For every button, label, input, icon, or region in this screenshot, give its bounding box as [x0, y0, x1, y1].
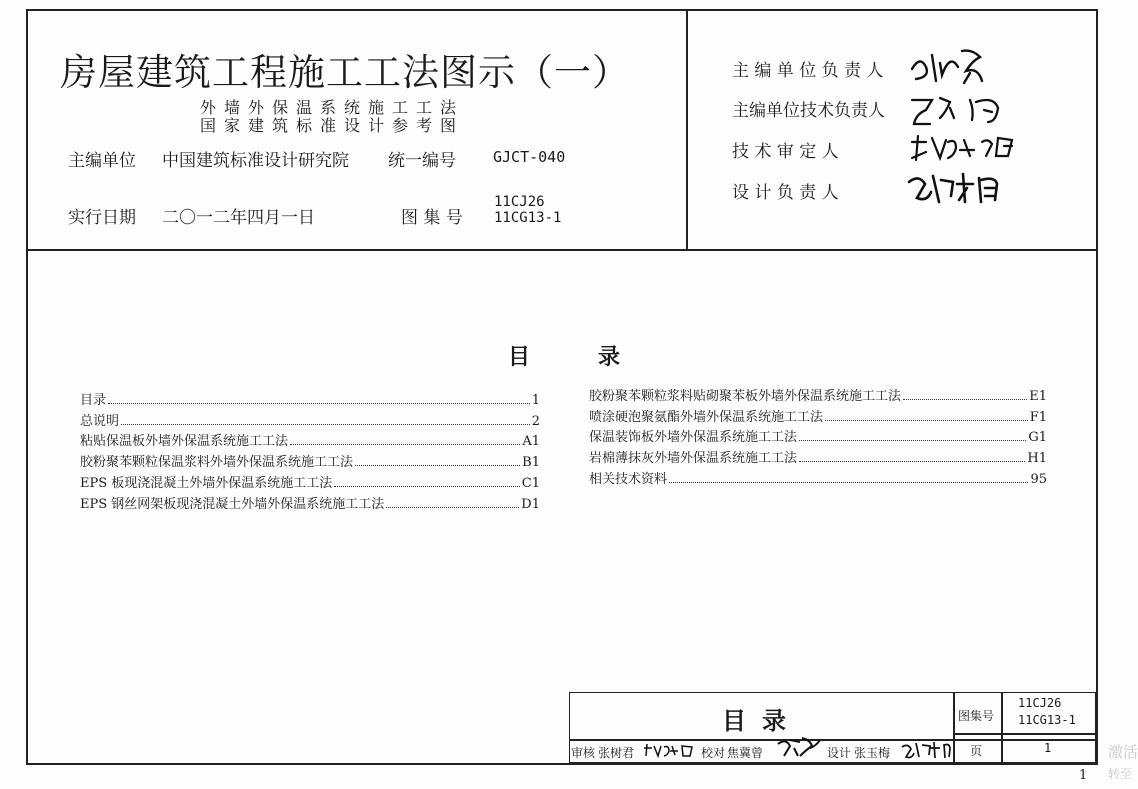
toc-entry-c1[interactable]	[80, 474, 540, 495]
toc-entry-references[interactable]	[589, 470, 1047, 491]
leader-dots	[334, 485, 520, 487]
toc-entry-page: G1	[1028, 430, 1047, 446]
toc-entry-label: 胶粉聚苯颗粒保温浆料外墙外保温系统施工工法	[80, 455, 354, 471]
title-block-atlas-1: 11CJ26	[1018, 696, 1062, 710]
toc-entry-label: 喷涂硬泡聚氨酯外墙外保温系统施工工法	[589, 409, 824, 425]
checker-name: 焦冀曾	[727, 746, 764, 760]
toc-entry-label: 岩棉薄抹灰外墙外保温系统施工工法	[589, 451, 798, 467]
toc-entry-page: E1	[1029, 389, 1047, 404]
review-label: 审核	[571, 746, 596, 760]
toc-entry-h1[interactable]	[589, 449, 1047, 470]
toc-entry-label: 粘贴保温板外墙外保温系统施工工法	[80, 434, 289, 450]
atlas-no-1: 11CJ26	[494, 194, 545, 210]
toc-entry-label: EPS 钢丝网架板现浇混凝土外墙外保温系统施工工法	[80, 496, 385, 512]
signature-design-head	[905, 168, 1015, 208]
toc-entry-page: A1	[522, 434, 540, 450]
leader-dots	[121, 423, 530, 425]
header-column-divider	[686, 9, 688, 251]
check-label: 校对	[701, 746, 726, 760]
title-block-atlas-2: 11CG13-1	[1018, 713, 1076, 727]
toc-entry-contents[interactable]	[80, 391, 540, 412]
title-block-atlas-label: 图集号	[958, 709, 995, 723]
toc-entry-f1[interactable]	[589, 408, 1047, 429]
watermark-goto: 转至	[1108, 767, 1133, 781]
subtitle-reference: 国家建筑标准设计参考图	[200, 116, 465, 135]
toc-entry-page: D1	[521, 496, 540, 512]
toc-entry-page: 2	[531, 413, 540, 429]
toc-entry-a1[interactable]	[80, 432, 540, 453]
responsible-label-design-head: 设 计 负 责 人	[732, 183, 839, 203]
toc-left-column	[80, 391, 540, 515]
toc-entry-page: H1	[1027, 451, 1047, 467]
toc-entry-g1[interactable]	[589, 428, 1047, 449]
leader-dots	[290, 443, 520, 445]
designer-name: 张玉梅	[854, 746, 891, 760]
toc-entry-label: 相关技术资料	[589, 471, 668, 487]
toc-entry-label: 保温装饰板外墙外保温系统施工工法	[589, 430, 798, 446]
checker-signature	[774, 734, 824, 760]
page-title: 房屋建筑工程施工工法图示（一）	[60, 51, 630, 94]
subtitle-method: 外墙外保温系统施工工法	[200, 98, 465, 117]
leader-dots	[799, 460, 1025, 462]
signature-unit-head	[908, 45, 1008, 87]
uniform-code: GJCT-040	[493, 148, 566, 166]
title-block	[569, 692, 1096, 763]
toc-title-left: 目	[508, 344, 531, 370]
leader-dots	[108, 402, 530, 404]
leader-dots	[669, 481, 1028, 483]
title-block-right-divider	[953, 733, 1097, 735]
toc-entry-general[interactable]	[80, 412, 540, 433]
toc-entry-b1[interactable]	[80, 453, 540, 474]
toc-entry-label: EPS 板现浇混凝土外墙外保温系统施工工法	[80, 475, 333, 491]
toc-right-column	[589, 387, 1047, 491]
reviewer-name: 张树君	[598, 746, 635, 760]
title-block-col-divider	[1001, 693, 1003, 762]
page-number-cell: 1	[1044, 741, 1052, 755]
toc-entry-page: 95	[1030, 471, 1047, 487]
leader-dots	[799, 439, 1026, 441]
uniform-code-label: 统一编号	[388, 151, 456, 171]
toc-entry-label: 目录	[80, 393, 107, 408]
editor-unit: 中国建筑标准设计研究院	[162, 151, 349, 171]
toc-entry-e1[interactable]	[589, 387, 1047, 408]
atlas-no-2: 11CG13-1	[494, 210, 562, 226]
effective-date-label: 实行日期	[68, 208, 136, 228]
title-block-title: 目录	[722, 706, 802, 735]
toc-entry-d1[interactable]	[80, 495, 540, 516]
leader-dots	[825, 419, 1028, 421]
leader-dots	[355, 464, 520, 466]
header-divider	[26, 249, 1098, 251]
toc-entry-page: F1	[1029, 409, 1047, 425]
editor-unit-label: 主编单位	[68, 151, 136, 171]
page-label: 页	[970, 744, 983, 758]
watermark-activate: 激活	[1108, 743, 1138, 761]
toc-entry-label: 总说明	[80, 413, 120, 429]
designer-signature	[900, 739, 952, 761]
toc-entry-page: B1	[522, 455, 540, 471]
responsible-label-tech-head: 主编单位技术负责人	[732, 101, 885, 121]
toc-title-right: 录	[598, 344, 621, 370]
reviewer-signature	[642, 740, 702, 760]
responsible-label-unit-head: 主 编 单 位 负 责 人	[732, 61, 884, 81]
toc-entry-page: 1	[531, 393, 540, 408]
signature-tech-review	[908, 128, 1032, 168]
design-label: 设计	[827, 746, 852, 760]
signature-tech-head	[906, 90, 1016, 128]
footer-page-number: 1	[1079, 768, 1088, 783]
title-block-col-divider	[953, 693, 955, 762]
atlas-no-label: 图 集 号	[401, 208, 463, 228]
leader-dots	[903, 398, 1027, 400]
toc-entry-label: 胶粉聚苯颗粒浆料贴砌聚苯板外墙外保温系统施工工法	[589, 389, 902, 404]
effective-date: 二〇一二年四月一日	[162, 208, 315, 228]
responsible-label-tech-review: 技 术 审 定 人	[732, 142, 839, 162]
leader-dots	[386, 506, 519, 508]
toc-entry-page: C1	[521, 475, 540, 491]
